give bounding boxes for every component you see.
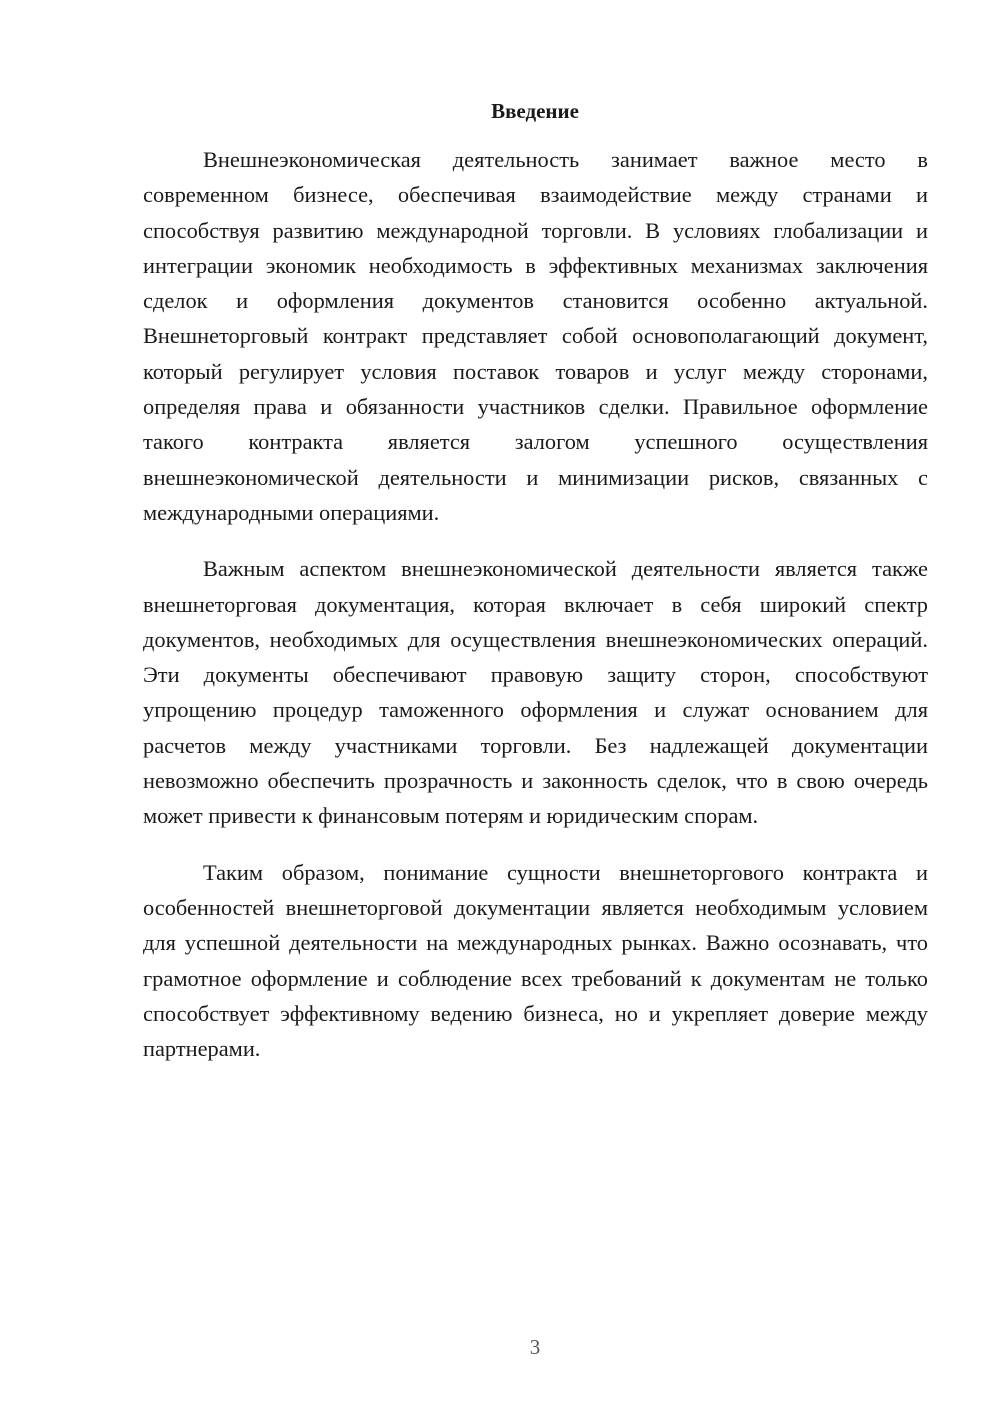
paragraph-3: Таким образом, понимание сущности внешнеторгового контракта и особенностей внешнеторговой документации является необходимым условием для успешной деятельности на международных рынках. Важно осознавать, что грамотное оформление и соблюдение всех требований к документам не только способствует эффективному ведению бизнеса, но и укрепляет доверие между партнерами. [143,859,928,1062]
paragraph-2: Важным аспектом внешнеэкономической деятельности является также внешнеторговая документация, которая включает в себя широкий спектр документов, необходимых для осуществления внешнеэкономических операций. Эти документы обеспечивают правовую защиту сторон, способствуют упрощению процедур таможенного оформления и служат основанием для расчетов между участниками торговли. Без надлежащей документации невозможно обеспечить прозрачность и законность сделок, что в свою очередь может привести к финансовым потерям и юридическим спорам. [143,556,928,829]
page-number: 3 [529,1335,541,1359]
paragraph-1: Внешнеэкономическая деятельность занимает важное место в современном бизнесе, обеспечивая взаимодействие между странами и способствуя развитию международной торговли. В условиях глобализации и интеграции экономик необходимость в эффективных механизмах заключения сделок и оформления документов становится особенно актуальной. Внешнеторговый контракт представляет собой основополагающий документ, который регулирует условия поставок товаров и услуг между сторонами, определяя права и обязанности участников сделки. Правильное оформление такого контракта является залогом успешного осуществления внешнеэкономической деятельности и минимизации рисков, связанных с международными операциями. [143,147,928,525]
body-text [143,142,928,1066]
section-heading: Введение [491,99,579,123]
